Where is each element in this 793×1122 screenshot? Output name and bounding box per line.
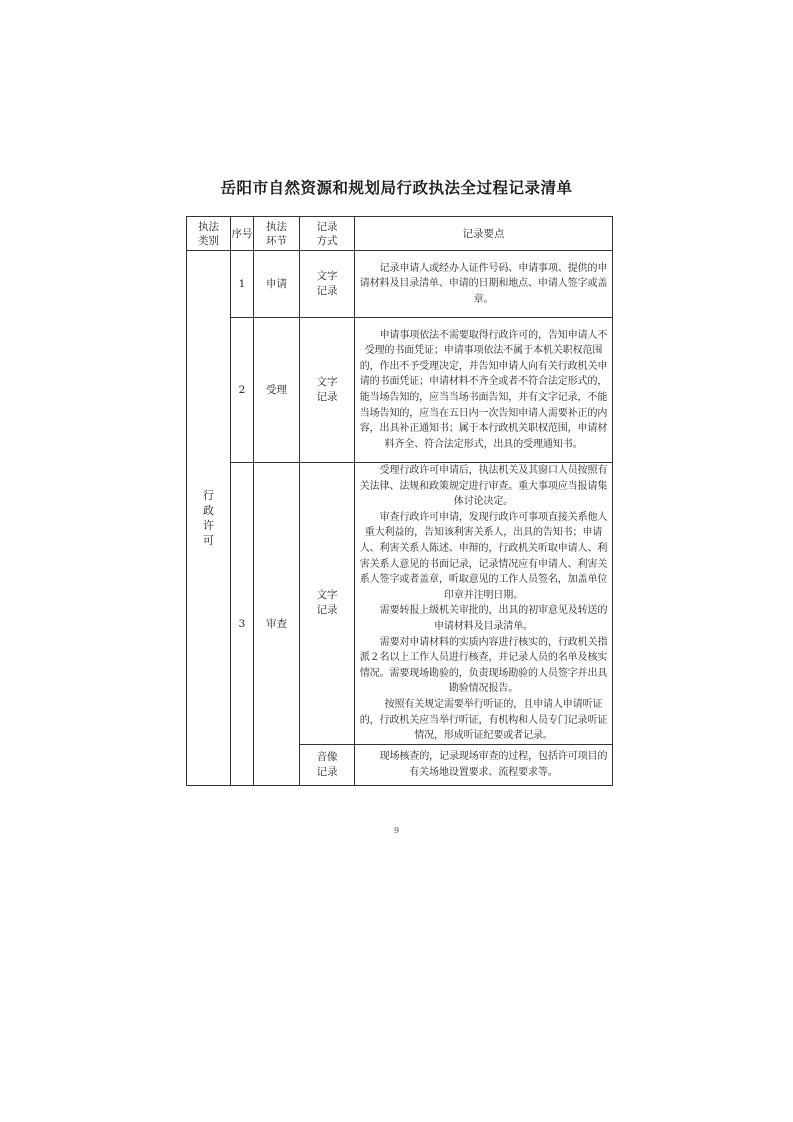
record-table: [186, 216, 613, 786]
point-paragraph: 申请事项依法不需要取得行政许可的，告知申请人不受理的书面凭证；申请事项依法不属于本机关职权范围的，作出不予受理决定，并告知申请人向有关行政机关申请的书面凭证；申请材料不齐全或者不符合法定形式的，能当场告知的，应当当场书面告知，并有文字记录，不能当场告知的，应当在五日内一次告知申请人需要补正的内容，出具补正通知书；属于本行政机关职权范围，申请材料齐全、符合法定形式，出具的受理通知书。: [359, 329, 608, 450]
header-seq: 序号: [231, 217, 254, 251]
mode-cell: 文字 记录: [300, 463, 355, 745]
stage-cell: 申请: [254, 251, 300, 318]
points-cell: [355, 318, 613, 463]
points-cell: [355, 744, 613, 785]
points-cell: [355, 463, 613, 745]
point-paragraph: 按照有关规定需要举行听证的，且申请人申请听证的，行政机关应当举行听证，有机构和人员专门记录听证情况，形成听证纪要或者记录。: [359, 698, 608, 742]
page-number: 9: [393, 826, 400, 835]
category-cell: [187, 251, 231, 786]
stage-cell: 受理: [254, 318, 300, 463]
point-paragraph: 需要对申请材料的实质内容进行核实的，行政机关指派２名以上工作人员进行核查，并记录人员的名单及核实情况。需要现场勘验的，负责现场勘验的人员签字并出具勘验情况报告。: [359, 636, 608, 695]
seq-cell: 2: [231, 318, 254, 463]
point-paragraph: 受理行政许可申请后，执法机关及其窗口人员按照有关法律、法规和政策规定进行审查。重大事项应当报请集体讨论决定。: [359, 465, 608, 508]
point-paragraph: 记录申请人或经办人证件号码、申请事项、提供的申请材料及目录清单、申请的日期和地点、申请人签字或盖章。: [359, 262, 608, 305]
table-row: [187, 318, 613, 463]
table-row: [187, 463, 613, 745]
table-row: [187, 251, 613, 318]
header-category: 执法 类别: [187, 217, 231, 251]
header-points: 记录要点: [355, 217, 613, 251]
header-mode: 记录 方式: [300, 217, 355, 251]
point-paragraph: 现场核查的，记录现场审查的过程，包括许可项目的有关场地设置要求、流程要求等。: [379, 751, 608, 778]
seq-cell: 1: [231, 251, 254, 318]
mode-cell: 文字 记录: [300, 318, 355, 463]
point-paragraph: 需要转报上级机关审批的，出具的初审意见及转送的申请材料及目录清单。: [379, 605, 608, 632]
category-label: 行政许可: [203, 488, 214, 547]
stage-cell: 审查: [254, 463, 300, 786]
mode-cell: 音像 记录: [300, 744, 355, 785]
point-paragraph: 审查行政许可申请，发现行政许可事项直接关系他人重大利益的，告知该利害关系人，出具的告知书；申请人、利害关系人陈述、申辩的，行政机关听取申请人、利害关系人意见的书面记录，记录情况应有申请人、利害关系人签字或者盖章，听取意见的工作人员签名，加盖单位印章并注明日期。: [359, 511, 608, 601]
document-title: 岳阳市自然资源和规划局行政执法全过程记录清单: [220, 179, 573, 197]
mode-cell: 文字 记录: [300, 251, 355, 318]
seq-cell: 3: [231, 463, 254, 786]
header-stage: 执法 环节: [254, 217, 300, 251]
points-cell: [355, 251, 613, 318]
table-header-row: [187, 217, 613, 251]
